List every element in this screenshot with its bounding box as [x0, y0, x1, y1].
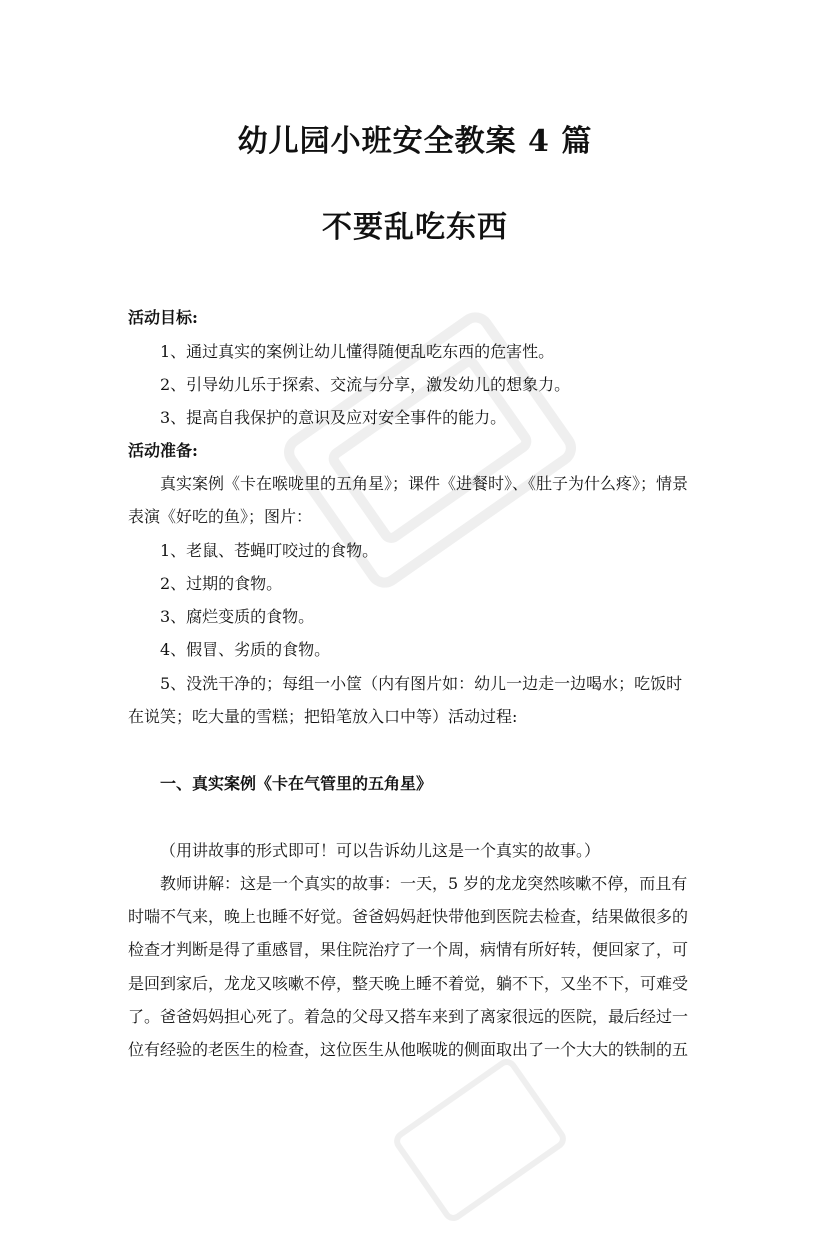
paragraph-line: 真实案例《卡在喉咙里的五角星》；课件《进餐时》、《肚子为什么疼》；情景	[160, 474, 689, 493]
paragraph-line: 3、提高自我保护的意识及应对安全事件的能力。	[160, 408, 507, 427]
paragraph-line: 检查才判断是得了重感冒，果住院治疗了一个周，病情有所好转，便回家了，可	[128, 940, 689, 959]
paragraph-line: 3、腐烂变质的食物。	[160, 607, 315, 626]
paragraph-line: 表演《好吃的鱼》；图片：	[128, 507, 313, 526]
paragraph-line: 5、没洗干净的；每组一小筐（内有图片如：幼儿一边走一边喝水；吃饭时	[160, 674, 683, 693]
document-subtitle: 不要乱吃东西	[322, 210, 508, 245]
paragraph-line: 2、引导幼儿乐于探索、交流与分享，激发幼儿的想象力。	[160, 375, 571, 394]
document-title: 幼儿园小班安全教案 4 篇	[237, 124, 593, 159]
paragraph-line: （用讲故事的形式即可！可以告诉幼儿这是一个真实的故事。）	[160, 841, 601, 860]
paragraph-line: 了。爸爸妈妈担心死了。着急的父母又搭车来到了离家很远的医院，最后经过一	[128, 1007, 689, 1026]
paragraph-line: 时喘不气来，晚上也睡不好觉。爸爸妈妈赶快带他到医院去检查，结果做很多的	[128, 907, 689, 926]
paragraph-line: 2、过期的食物。	[160, 574, 283, 593]
section-heading-case: 一、真实案例《卡在气管里的五角星》	[160, 774, 433, 793]
section-heading-preparation: 活动准备:	[128, 441, 198, 460]
paragraph-line: 位有经验的老医生的检查，这位医生从他喉咙的侧面取出了一个大大的铁制的五	[128, 1040, 689, 1059]
paragraph-line: 1、通过真实的案例让幼儿懂得随便乱吃东西的危害性。	[160, 342, 555, 361]
paragraph-line: 1、老鼠、苍蝇叮咬过的食物。	[160, 541, 379, 560]
paragraph-line: 教师讲解：这是一个真实的故事：一天，5 岁的龙龙突然咳嗽不停，而且有	[160, 874, 688, 893]
paragraph-line: 在说笑；吃大量的雪糕；把铅笔放入口中等）活动过程:	[128, 707, 518, 726]
section-heading-objectives: 活动目标:	[128, 308, 198, 327]
paragraph-line: 4、假冒、劣质的食物。	[160, 640, 331, 659]
paragraph-line: 是回到家后，龙龙又咳嗽不停，整天晚上睡不着觉，躺不下，又坐不下，可难受	[128, 974, 689, 993]
watermark-icon	[380, 1040, 580, 1240]
